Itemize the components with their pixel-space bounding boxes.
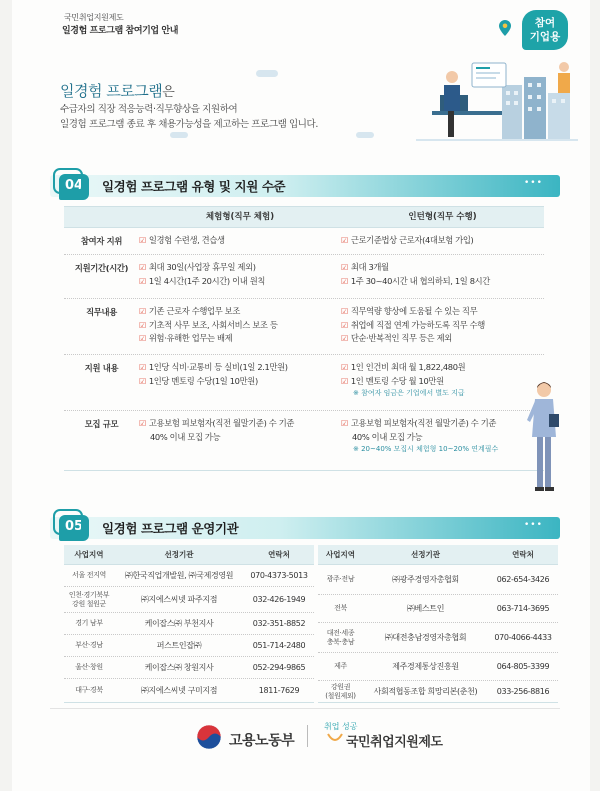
wage-note: ※ 참여자 임금은 기업에서 별도 지급 xyxy=(353,389,465,397)
section-05-number: 05 xyxy=(59,515,89,541)
ministry-name: 고용노동부 xyxy=(229,733,295,749)
check-icon: ☑ xyxy=(139,419,146,428)
intro-line-2: 일경험 프로그램 종료 후 채용가능성을 제고하는 프로그램 입니다. xyxy=(60,119,318,130)
table-row: 모집 규모 ☑ 고용보험 피보험자(직전 월말기준) 수 기준 40% 이내 모집 가능 ☑ 고용보험 피보험자(직전 월말기준) 수 기준 40% 이내 모집 가능 ※ 20~40% 모집시 체험형 10~20% 연계필수 xyxy=(64,411,544,471)
check-icon: ☑ xyxy=(341,276,348,286)
recruit-note: ※ 20~40% 모집시 체험형 10~20% 연계필수 xyxy=(353,445,499,453)
check-icon: ☑ xyxy=(139,236,146,245)
cloud-decoration xyxy=(356,132,374,138)
cloud-decoration xyxy=(170,132,188,138)
agency-row: 인천·경기북부 강원 철원군 ㈜지에스씨넷 파주지점 032-426-1949 xyxy=(64,587,314,613)
section-04-number: 04 xyxy=(59,174,89,200)
check-icon: ☑ xyxy=(341,307,348,316)
check-icon: ☑ xyxy=(341,363,348,372)
row-label: 모집 규모 xyxy=(84,419,119,429)
program-name: 국민취업지원제도 xyxy=(346,735,443,750)
intro-line-1: 수급자의 직장 적응능력·직무향상을 지원하여 xyxy=(60,104,238,115)
agency-row: 대구·경북 ㈜지에스씨넷 구미지점 1811-7629 xyxy=(64,679,314,703)
cloud-decoration xyxy=(256,70,278,77)
presenter-illustration xyxy=(524,380,564,495)
check-icon: ☑ xyxy=(139,376,146,386)
agency-row: 대전·세종 충북·충남 ㈜대전충남경영자총협회 070-4066-4433 xyxy=(318,623,558,653)
check-icon: ☑ xyxy=(341,334,348,343)
agency-table-right xyxy=(318,545,558,703)
header-title: 일경험 프로그램 참여기업 안내 xyxy=(62,26,179,36)
participant-badge: 참여 기업용 xyxy=(522,10,568,50)
agency-row: 강원권 (철원제외) 사회적협동조합 희망리본(춘천) 033-256-8816 xyxy=(318,681,558,703)
location-pin-icon xyxy=(499,20,511,36)
section-05-dots: ••• xyxy=(524,520,543,530)
agency-row: 광주·전남 ㈜광주경영자총협회 062-654-3426 xyxy=(318,565,558,595)
agency-row: 제주 제주경제통상진흥원 064-805-3399 xyxy=(318,653,558,681)
agency-table-header: 사업지역 선정기관 연락처 xyxy=(318,545,558,565)
svg-text:취업 성공: 취업 성공 xyxy=(324,722,358,731)
footer-separator xyxy=(307,725,308,747)
column-header-intern: 인턴형(직무 수행) xyxy=(408,212,477,222)
agency-row: 전북 ㈜베스트인 063-714-3695 xyxy=(318,595,558,623)
table-row: 지원 내용 ☑ 1인당 식비·교통비 등 실비(1일 2.1만원) ☑ 1인당 멘토링 수당(1일 10만원) ☑ 1인 인건비 최대 월 1,822,480원 ☑ 1인 멘토링 수당 월 10만원 ※ 참여자 임금은 기업에서 별도 지급 xyxy=(64,355,544,411)
check-icon: ☑ xyxy=(139,320,146,330)
check-icon: ☑ xyxy=(341,320,348,330)
program-type-table xyxy=(64,206,544,471)
table-row: 지원기간(시간) ☑ 최대 30일(사업장 휴무일 제외) ☑ 1일 4시간(1주 20시간) 이내 원칙 ☑ 최대 3개월 ☑ 1주 30~40시간 내 협의하되, 1일 8시간 xyxy=(64,255,544,299)
program-table-header xyxy=(64,206,544,228)
check-icon: ☑ xyxy=(139,263,146,272)
table-row: 직무내용 ☑ 기존 근로자 수행업무 보조 ☑ 기초적 사무 보조, 사회서비스 보조 등 ☑ 위험·유해한 업무는 배제 ☑ 직무역량 향상에 도움될 수 있는 직무 ☑ 취업에 직접 연계 가능하도록 직무 수행 ☑ 단순·반복적인 직무 등은 제외 xyxy=(64,299,544,355)
ministry-logo-icon xyxy=(196,724,222,750)
check-icon: ☑ xyxy=(341,263,348,272)
check-icon: ☑ xyxy=(139,307,146,316)
check-icon: ☑ xyxy=(139,276,146,286)
section-05-title: 일경험 프로그램 운영기관 xyxy=(102,521,239,536)
row-label: 지원 내용 xyxy=(84,363,119,373)
office-illustration xyxy=(412,55,582,145)
section-04-title: 일경험 프로그램 유형 및 지원 수준 xyxy=(102,179,286,194)
check-icon: ☑ xyxy=(341,376,348,386)
column-header-experience: 체험형(직무 체험) xyxy=(205,212,275,222)
agency-table-header: 사업지역 선정기관 연락처 xyxy=(64,545,314,565)
row-label: 직무내용 xyxy=(86,307,117,317)
footer-divider xyxy=(50,708,560,709)
row-label: 지원기간(시간) xyxy=(74,263,129,273)
intro-title: 일경험 프로그램은 xyxy=(60,82,175,100)
section-04-dots: ••• xyxy=(524,178,543,188)
page xyxy=(12,0,590,791)
check-icon: ☑ xyxy=(139,363,146,372)
check-icon: ☑ xyxy=(341,419,348,428)
agency-row: 경기 남부 케이잡스㈜ 부천지사 032-351-8852 xyxy=(64,613,314,635)
check-icon: ☑ xyxy=(139,334,146,343)
check-icon: ☑ xyxy=(341,236,348,245)
agency-row: 부산·경남 퍼스트인잡㈜ 051-714-2480 xyxy=(64,635,314,657)
header-subtitle: 국민취업지원제도 xyxy=(64,13,124,22)
program-logo-icon xyxy=(322,718,358,750)
row-label: 참여자 지위 xyxy=(80,236,123,246)
agency-table-left xyxy=(64,545,314,703)
agency-row: 울산·창원 케이잡스㈜ 창원지사 052-294-9865 xyxy=(64,657,314,679)
agency-row: 서울 전지역 ㈜한국직업개발원, ㈜국제경영원 070-4373-5013 xyxy=(64,565,314,587)
table-row: 참여자 지위 ☑ 일경험 수련생, 견습생 ☑ 근로기준법상 근로자(4대보험 가입) xyxy=(64,228,544,255)
